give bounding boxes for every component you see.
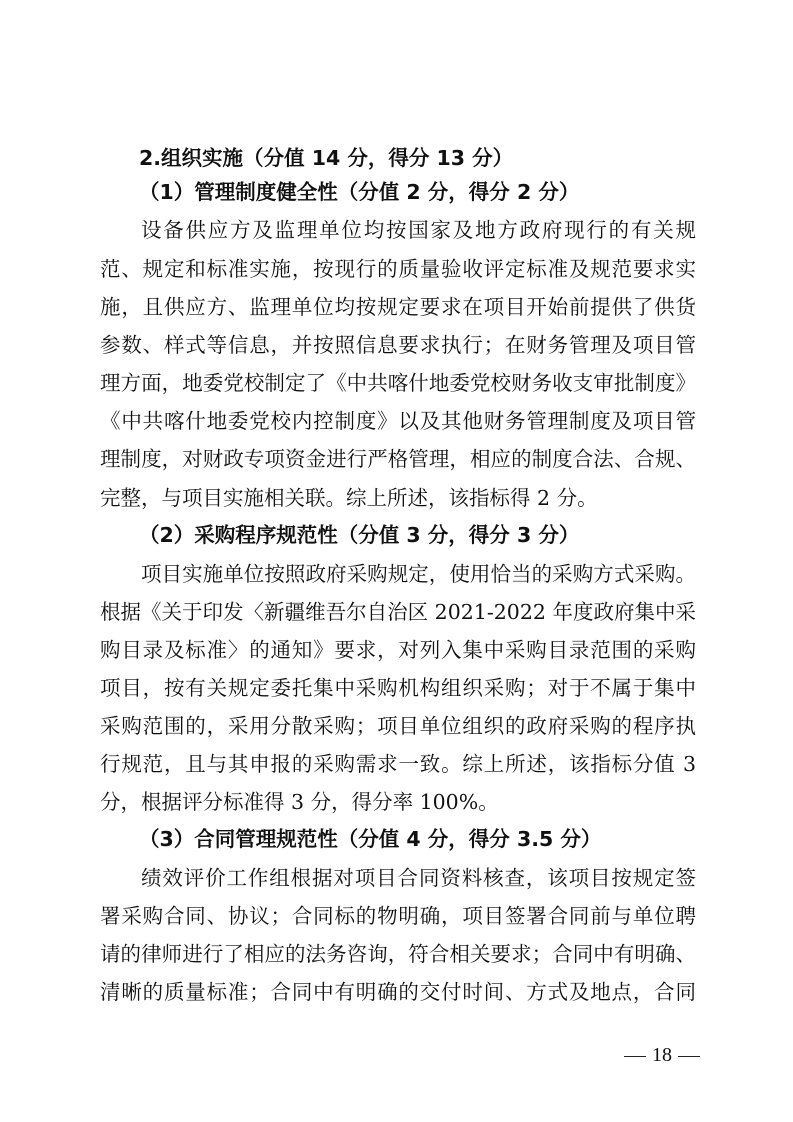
- paragraph-line: 清晰的质量标准；合同中有明确的交付时间、方式及地点，合同: [100, 980, 696, 1004]
- paragraph-line: 采购范围的，采用分散采购；项目单位组织的政府采购的程序执: [100, 714, 696, 738]
- subsection-heading-1: （1）管理制度健全性（分值 2 分，得分 2 分）: [139, 180, 580, 204]
- paragraph-line: 完整，与项目实施相关联。综上所述，该指标得 2 分。: [100, 486, 598, 510]
- paragraph-line: 请的律师进行了相应的法务咨询，符合相关要求；合同中有明确、: [100, 942, 696, 966]
- page-footer: [618, 1040, 706, 1070]
- paragraph-line: 行规范，且与其申报的采购需求一致。综上所述，该指标分值 3: [100, 752, 696, 776]
- footer-dash-left: [624, 1056, 646, 1057]
- paragraph-line: 分，根据评分标准得 3 分，得分率 100%。: [100, 790, 499, 814]
- paragraph-line: 项目，按有关规定委托集中采购机构组织采购；对于不属于集中: [100, 676, 696, 700]
- paragraph-line: 署采购合同、协议；合同标的物明确，项目签署合同前与单位聘: [100, 904, 696, 928]
- paragraph-line: 根据《关于印发〈新疆维吾尔自治区 2021-2022 年度政府集中采: [100, 600, 696, 624]
- paragraph-line: 绩效评价工作组根据对项目合同资料核查，该项目按规定签: [141, 866, 696, 890]
- paragraph-line: 施，且供应方、监理单位均按规定要求在项目开始前提供了供货: [100, 295, 696, 319]
- section-heading: 2.组织实施（分值 14 分，得分 13 分）: [139, 146, 514, 170]
- paragraph-line: 范、规定和标准实施，按现行的质量验收评定标准及规范要求实: [100, 257, 696, 281]
- paragraph-line: 理制度，对财政专项资金进行严格管理，相应的制度合法、合规、: [100, 447, 696, 471]
- subsection-heading-3: （3）合同管理规范性（分值 4 分，得分 3.5 分）: [139, 827, 602, 851]
- page-number: 18: [652, 1044, 672, 1066]
- footer-dash-right: [678, 1056, 700, 1057]
- paragraph-line: 参数、样式等信息，并按照信息要求执行；在财务管理及项目管: [100, 333, 696, 357]
- paragraph-line: 理方面，地委党校制定了《中共喀什地委党校财务收支审批制度》: [100, 371, 696, 395]
- paragraph-line: 购目录及标准〉的通知》要求，对列入集中采购目录范围的采购: [100, 638, 696, 662]
- paragraph-line: 项目实施单位按照政府采购规定，使用恰当的采购方式采购。: [141, 562, 696, 586]
- paragraph-line: 设备供应方及监理单位均按国家及地方政府现行的有关规: [141, 218, 696, 242]
- subsection-heading-2: （2）采购程序规范性（分值 3 分，得分 3 分）: [139, 523, 580, 547]
- paragraph-line: 《中共喀什地委党校内控制度》以及其他财务管理制度及项目管: [100, 409, 696, 433]
